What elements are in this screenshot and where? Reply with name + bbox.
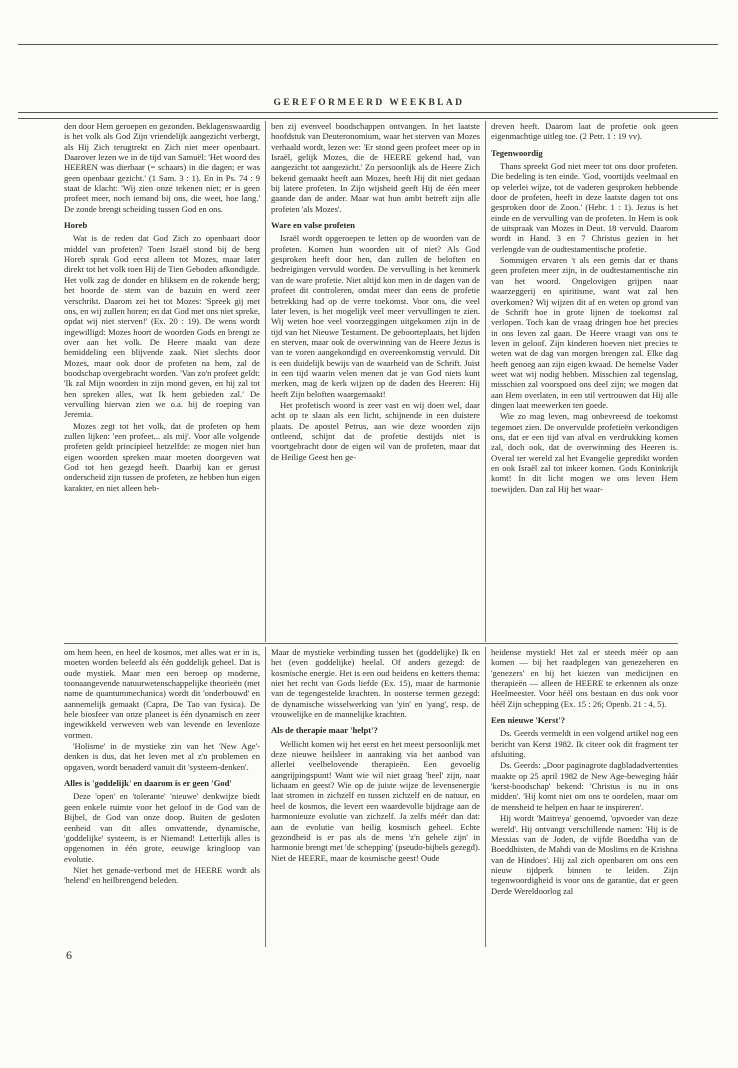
paragraph: Wie zo mag leven, mag onbevreesd de toekomst tegemoet zien. De onvervulde profetieën verkondigen ons, dat er een tijd van afval en verdrukking komen zal, doch ook, dat de overwinning des Heeren is. Overal ter wereld zal het Evangelie gepredikt worden en ook Israël zal tot inkeer komen. Gods Koninkrijk komt! In dit licht mogen we ons leven Hem toewijden. Dan zal Hij het waar-: [491, 411, 678, 494]
column-1: [64, 121, 260, 642]
paragraph: Ds. Geerds: „Door paginagrote dagbladadvertenties maakte op 25 april 1982 de New Age-beweging háár 'kerst-boodschap' bekend: 'Christus is nu in ons midden'. 'Hij komt niet om ons te oordelen, maar om de mensheid te helpen en haar te inspireren'.: [491, 760, 678, 812]
column-divider: [265, 647, 266, 947]
paragraph: Mozes zegt tot het volk, dat de profeten op hem zullen lijken: 'een profeet... als mij'. Voor alle volgende profeten geldt principieel hetzelfde: ze mogen niet hun eigen woorden spreken maar moeten doorgeven wat God tot hen gezegd heeft. Daarbij kan er gerust onderscheid zijn tussen de profeten, ze hebben hun eigen karakter, en niet alleen heb-: [64, 420, 260, 493]
page-number: 6: [66, 948, 72, 962]
column-4: [64, 647, 260, 947]
running-header: GEREFORMEERD WEEKBLAD: [273, 98, 465, 108]
subheading-tegenwoordig: Tegenwoordig: [491, 147, 543, 158]
section-separator: [64, 643, 678, 644]
header-rule-bottom: [18, 118, 718, 119]
column-2: [271, 121, 480, 642]
paragraph: heidense mystiek! Het zal er steeds méér op aan komen — bij het raadplegen van genezeheren en 'genezers' en bij het kiezen van medicijnen en therapieën — alleen de HEERE te erkennen als onze Heelmeester. Voor héél ons bestaan en dus ook voor héél Zijn schepping (Ex. 15 : 26; Openb. 21 : 4, 5).: [491, 647, 678, 709]
paragraph: om hem heen, en heel de kosmos, met alles wat er in is, moeten worden beleefd als één goddelijk geheel. Dat is oude mystiek. Maar men een beroep op moderne, toonaangevende natuurwetenschappelijke theorieën (met name de quantummechanica) wordt dit 'onderbouwd' en aannemelijk gemaakt (Capra, De Tao van fysica). De hele biosfeer van onze planeet is één dynamisch en zeer ingewikkeld verweven web van levende en levenloze vormen.: [64, 647, 260, 740]
column-3: [491, 121, 678, 642]
subheading-alles-is-goddelijk: Alles is 'goddelijk' en daarom is er geen 'God': [64, 778, 232, 789]
subheading-horeb: Horeb: [64, 220, 88, 231]
paragraph: Wellicht komen wij het eerst en het meest persoonlijk met deze nieuwe heilsleer in aanraking via het aanbod van allerlei veelbelovende therapieën. Een gevoelig aangrijpingspunt! Want wie wil niet graag 'heel' zijn, naar lichaam en geest? Wie op de juiste wijze de levensenergie laat stromen in zichzelf en tussen zichzelf en de natuur, en heel de kosmos, die levert een waardevolle bijdrage aan de harmonieuze evolutie van zichzelf. Ja zelfs méér dan dat: aan de evolutie van heilig kosmisch geheel. Echte gezondheid is er pas als de mens 'z'n gehele zijn' in harmonie brengt met 'de schepping' (pseudo-bijbels gezegd). Niet de HEERE, maar de kosmische geest! Oude: [271, 738, 480, 863]
paragraph: Deze 'open' en 'tolerante' 'nieuwe' denkwijze biedt geen enkele ruimte voor het geloof in de God van de Bijbel, de God van onze doop. Buiten de gesloten eenheid van dit alles omvattende, dynamische, 'goddelijke' systeem, is er Niemand! Letterlijk alles is opgenomen in één grote, eeuwige kringloop van evolutie.: [64, 791, 260, 864]
paragraph: dreven heeft. Daarom laat de profetie ook geen eigenmachtige uitleg toe. (2 Petr. 1 : 19 vv).: [491, 121, 678, 142]
paragraph: Maar de mystieke verbinding tussen het (goddelijke) Ik en het (even goddelijke) heelal. Of anders gezegd: de kosmische energie. Het is een oud heidens en ketters thema: niet het recht van Gods liefde (Ex. 15), maar de harmonie van de tegengestelde krachten. In oosterse termen gezegd: de dynamische wisselwerking van 'yin' en 'yang', resp. de vrouwelijke en de mannelijke krachten.: [271, 647, 480, 720]
subheading-therapie: Als de therapie maar 'helpt'?: [271, 725, 378, 736]
column-6: [491, 647, 678, 947]
header-rule-top: [18, 112, 718, 113]
paragraph: Hij wordt 'Maitreya' genoemd, 'opvoeder van deze wereld'. Hij ontvangt verschillende namen: 'Hij is de Messias van de Joden, de vijfde Boeddha van de Boeddhisten, de Mahdi van de Moslims en de Krishna van de Hindoes'. Hij zal zich openbaren om ons een nieuw tijdperk binnen te leiden. Zijn tegenwoordigheid is voor ons de garantie, dat er geen Derde Wereldoorlog zal: [491, 813, 678, 896]
subheading-nieuwe-kerst: Een nieuwe 'Kerst'?: [491, 715, 565, 726]
paragraph: Thans spreekt God niet meer tot ons door profeten. Die bedeling is ten einde. 'God, voortijds veelmaal en op velerlei wijze, tot de vaderen gesproken hebbende door de profeten, heeft in deze laatste dagen tot ons gesproken door de Zoon.' (Hebr. 1 : 1). Jezus is het einde en de vervulling van de profeten. In Hem is ook de uitspraak van Mozes in Deut. 18 vervuld. Daarom wordt in Hand. 3 en 7 Christus gezien in het verlengde van de oudtestamentische profetie.: [491, 161, 678, 254]
paragraph: Niet het genade-verbond met de HEERE wordt als 'helend' en heilbrengend beleden.: [64, 864, 260, 886]
column-divider: [485, 647, 486, 947]
paragraph: Wat is de reden dat God Zich zo openbaart door middel van profeten? Toen Israël stond bij de berg Horeb sprak God eerst alleen tot Mozes, maar later direkt tot het volk toen Hij de Tien Geboden afkondigde. Het volk zag de donder en bliksem en de rokende berg; het hoorde de stem van de bazuin en werd zeer verschrikt. Daarom zei het tot Mozes: 'Spreek gij met ons, en wij zullen horen; en dat God met ons niet spreke, opdat wij niet sterven!' (Ex. 20 : 19). De wens wordt ingewilligd: Mozes hoort de woorden Gods en brengt ze over aan het volk. De Heere maakt van deze bemiddeling een blijvende zaak. Niet slechts door Mozes, maar ook door de profeten na hem, zal de boodschap overgebracht worden. 'Van zo'n profeet geldt: 'Ik zal Mijn woorden in zijn mond geven, en hij zal tot hen spreken alles, wat Ik hem gebieden zal.' De vervulling hiervan zien we o.a. bij de roeping van Jeremia.: [64, 233, 260, 420]
paragraph: den door Hem geroepen en gezonden. Beklagenswaardig is het volk als God Zijn vriendelijk aangezicht verbergt, als Hij Zich terugtrekt en Zich niet meer openbaart. Daarover lezen we in de tijd van Samuël: 'Het woord des HEEREN was dierbaar (= schaars) in die dagen; er was geen openbaar gezicht.' (1 Sam. 3 : 1). En in Ps. 74 : 9 staat de klacht: 'Wij zien onze tekenen niet; er is geen profeet meer, noch iemand bij ons, die weet, hoe lang.' De zonde brengt scheiding tussen God en ons.: [64, 121, 260, 214]
column-divider: [485, 121, 486, 642]
paragraph: Ds. Geerds vermeldt in een volgend artikel nog een bericht van Kerst 1982. Ik citeer ook dit fragment ter afsluiting.: [491, 728, 678, 760]
paragraph: ben zij evenveel boodschappen ontvangen. In het laatste hoofdstuk van Deuteronomium, waar het sterven van Mozes verhaald wordt, lezen we: 'Er stond geen profeet meer op in Israël, gelijk Mozes, die de HEERE gekend had, van aangezicht tot aangezicht.' Zo persoonlijk als de Heere Zich bekend gemaakt heeft aan Mozes, heeft Hij dit niet gedaan bij latere profeten. In Zijn wijsheid geeft Hij de één meer gaande dan de ander. Maar wat hun ambt betreft zijn alle profeten 'als Mozes'.: [271, 121, 480, 214]
paragraph: 'Holisme' in de mystieke zin van het 'New Age'-denken is dus, dat het leven met al z'n problemen en opgaven, wordt benaderd vanuit dit 'systeem-denken'.: [64, 741, 260, 772]
column-divider: [265, 121, 266, 642]
column-5: [271, 647, 480, 947]
paragraph: Israël wordt opgeroepen te letten op de woorden van de profeten. Komen hun woorden uit of niet? Als God gesproken heeft door hen, dan zullen de beloften en bedreigingen vervuld worden. De vervulling is het kenmerk van de ware profetie. Niet altijd kon men in de dagen van de profeet dit controleren, omdat meer dan eens de profetie betrekking had op de verre toekomst. Voor ons, die veel later leven, is het mogelijk veel meer vervullingen te zien. Wij weten hoe veel voorzeggingen uitgekomen zijn in de tijd van het Nieuwe Testament. De geboorteplaats, het lijden en sterven, maar ook de overwinning van de Heere Jezus is van te voren aangekondigd en overeenkomstig vervuld. Dit is een duidelijk bewijs van de waarheid van de Schrift. Juist in een tijd waarin velen menen dat je van God niets kunt merken, mag de kerk wijzen op de daden des Heeren: Hij heeft Zijn beloften waargemaakt!: [271, 233, 480, 399]
subheading-ware-en-valse-profeten: Ware en valse profeten: [271, 220, 355, 231]
paragraph: Sommigen ervaren 't als een gemis dat er thans geen profeten meer zijn, in de oudtestamentische zin van het woord. Ongelovigen grijpen naar waarzeggerij en spiritisme, want wat zal hen overkomen? Wij wijzen dit af en weten op grond van de Schrift hoe in grote lijnen de toekomst zal verlopen. Toch kan de vraag dringen hoe het precies in ons leven zal gaan. De Heere vraagt van ons te leven in geloof. Zijn kinderen hoeven niet precies te weten wat de dag van morgen brengen zal. Elke dag heeft genoeg aan zijn eigen kwaad. De hemelse Vader weet wat wij nodig hebben. Misschien zal tegenslag, misschien zal voorspoed ons deel zijn; we mogen dat aan Hem overlaten, in een stil vertrouwen dat Hij alle dingen laat meewerken ten goede.: [491, 255, 678, 410]
paragraph: Het profetisch woord is zeer vast en wij doen wel, daar acht op te slaan als een licht, schijnende in een duistere plaats. De apostel Petrus, aan wie deze woorden zijn ontleend, schijnt dat de profetie destijds niet is voortgebracht door de eigen wil van de profeten, maar dat de Heilige Geest hen ge-: [271, 399, 480, 462]
top-rule: [18, 44, 718, 45]
